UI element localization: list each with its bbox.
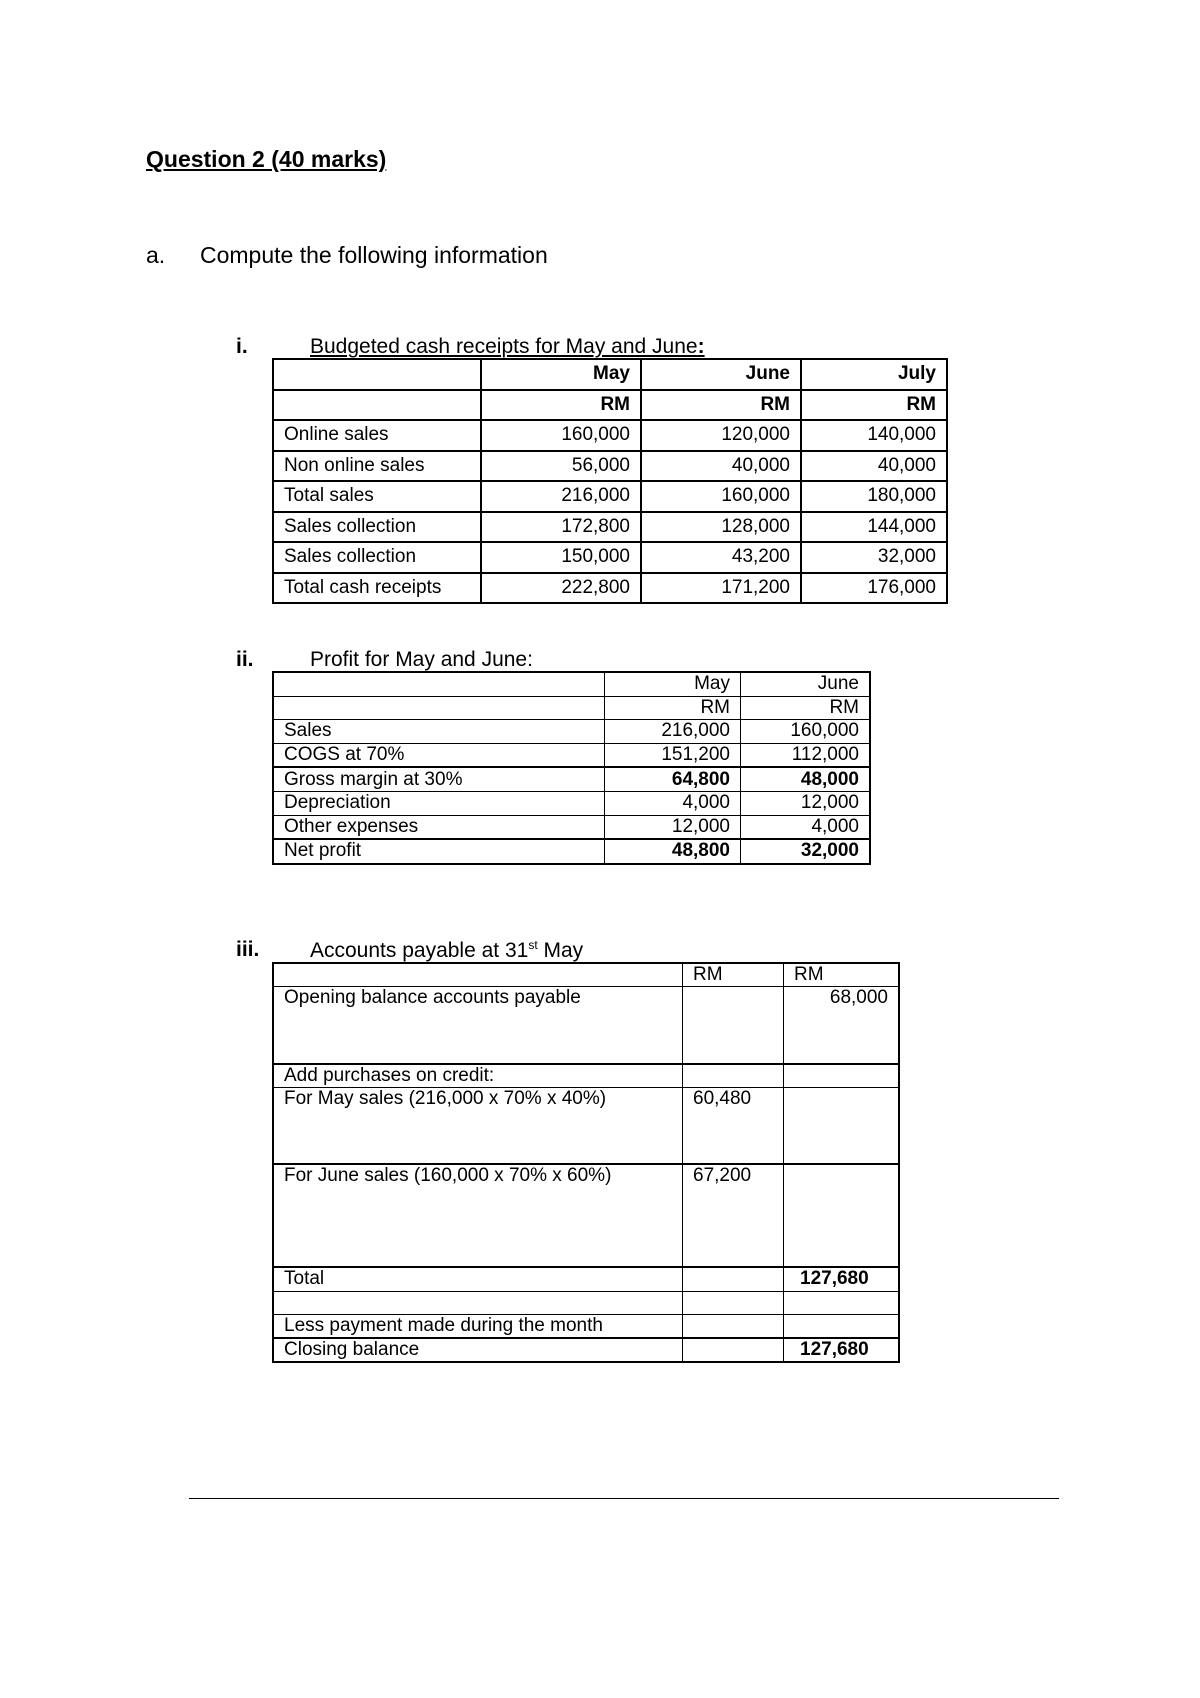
cell-value: 176,000 [801, 573, 947, 604]
cell-value [683, 1291, 784, 1314]
cell-value: 43,200 [641, 542, 801, 573]
table-row [273, 420, 947, 451]
cell-value: 112,000 [741, 743, 871, 767]
header-cell-unit: RM [801, 390, 947, 421]
header-cell-unit: RM [641, 390, 801, 421]
table-row [273, 1267, 899, 1291]
row-label: Total [273, 1267, 683, 1291]
cell-value: 64,800 [605, 767, 741, 791]
cell-value [683, 1314, 784, 1338]
cell-value: 160,000 [741, 720, 871, 744]
cell-value [784, 1064, 900, 1088]
row-label: Opening balance accounts payable [273, 987, 683, 1064]
header-cell-unit: RM [605, 696, 741, 720]
cell-value [784, 1291, 900, 1314]
cell-value: 151,200 [605, 743, 741, 767]
table-row [273, 815, 870, 839]
table-row [273, 791, 870, 815]
row-label: Closing balance [273, 1338, 683, 1362]
header-cell-june: June [741, 672, 871, 696]
cell-value: 216,000 [605, 720, 741, 744]
row-label: Net profit [273, 839, 605, 864]
cell-value [683, 1267, 784, 1291]
table-row [273, 743, 870, 767]
table-row [273, 1164, 899, 1267]
cell-value [683, 1064, 784, 1088]
footer-divider [189, 1498, 1059, 1499]
table-row [273, 767, 870, 791]
table-header-row [273, 696, 870, 720]
table-row [273, 987, 899, 1064]
profit-table [272, 671, 871, 865]
section-iii-heading: Accounts payable at 31st May [310, 938, 584, 962]
cell-value [784, 1314, 900, 1338]
row-label: Gross margin at 30% [273, 767, 605, 791]
cell-value: 56,000 [481, 451, 641, 482]
part-a-label: a. [146, 242, 166, 268]
table-row [273, 839, 870, 864]
table-header-row [273, 672, 870, 696]
cell-value [683, 987, 784, 1064]
row-label: Add purchases on credit: [273, 1064, 683, 1088]
header-cell-unit: RM [784, 963, 900, 987]
table-row [273, 1314, 899, 1338]
header-cell [273, 696, 605, 720]
cell-value [683, 1338, 784, 1362]
cell-value: 120,000 [641, 420, 801, 451]
header-cell [273, 672, 605, 696]
cell-value: 150,000 [481, 542, 641, 573]
cell-value: 32,000 [801, 542, 947, 573]
table-header-row [273, 359, 947, 390]
row-label [273, 1291, 683, 1314]
row-label: For May sales (216,000 x 70% x 40%) [273, 1087, 683, 1164]
row-label: Other expenses [273, 815, 605, 839]
row-label: Depreciation [273, 791, 605, 815]
row-label: Online sales [273, 420, 481, 451]
question-title: Question 2 (40 marks) [146, 146, 387, 172]
cell-value: 160,000 [481, 420, 641, 451]
table-row [273, 1291, 899, 1314]
table-row [273, 720, 870, 744]
row-label: Total sales [273, 481, 481, 512]
row-label: For June sales (160,000 x 70% x 60%) [273, 1164, 683, 1267]
header-cell-may: May [481, 359, 641, 390]
row-label: Sales [273, 720, 605, 744]
cell-value: 12,000 [741, 791, 871, 815]
header-cell-unit: RM [741, 696, 871, 720]
cell-value: 68,000 [784, 987, 900, 1064]
table-row [273, 512, 947, 543]
accounts-payable-table [272, 962, 900, 1363]
header-cell [273, 359, 481, 390]
cell-value: 180,000 [801, 481, 947, 512]
table-row [273, 1338, 899, 1362]
table-header-row [273, 963, 899, 987]
cell-value: 216,000 [481, 481, 641, 512]
cell-value: 60,480 [683, 1087, 784, 1164]
cell-value [784, 1164, 900, 1267]
cell-value: 48,800 [605, 839, 741, 864]
cash-receipts-table [272, 358, 948, 604]
header-cell-unit: RM [683, 963, 784, 987]
cell-value: 140,000 [801, 420, 947, 451]
header-cell-june: June [641, 359, 801, 390]
row-label: Sales collection [273, 542, 481, 573]
table-row [273, 1087, 899, 1164]
table-row [273, 481, 947, 512]
header-cell-unit: RM [481, 390, 641, 421]
cell-value: 40,000 [641, 451, 801, 482]
cell-value: 32,000 [741, 839, 871, 864]
table-row [273, 1064, 899, 1088]
row-label: COGS at 70% [273, 743, 605, 767]
cell-value: 4,000 [605, 791, 741, 815]
row-label: Non online sales [273, 451, 481, 482]
header-cell [273, 390, 481, 421]
cell-value: 144,000 [801, 512, 947, 543]
section-i-heading: Budgeted cash receipts for May and June: [310, 335, 705, 358]
cell-value: 127,680 [784, 1338, 900, 1362]
header-cell-july: July [801, 359, 947, 390]
part-a-text: Compute the following information [200, 242, 548, 268]
cell-value: 128,000 [641, 512, 801, 543]
table-header-row [273, 390, 947, 421]
section-ii-number: ii. [236, 648, 254, 671]
header-cell [273, 963, 683, 987]
cell-value: 171,200 [641, 573, 801, 604]
section-ii-heading: Profit for May and June: [310, 648, 533, 671]
row-label: Less payment made during the month [273, 1314, 683, 1338]
table-row [273, 542, 947, 573]
cell-value: 40,000 [801, 451, 947, 482]
row-label: Sales collection [273, 512, 481, 543]
cell-value: 4,000 [741, 815, 871, 839]
cell-value: 67,200 [683, 1164, 784, 1267]
section-i-number: i. [236, 335, 248, 358]
cell-value: 160,000 [641, 481, 801, 512]
section-iii-number: iii. [236, 938, 260, 961]
row-label: Total cash receipts [273, 573, 481, 604]
cell-value: 127,680 [784, 1267, 900, 1291]
cell-value: 12,000 [605, 815, 741, 839]
table-row [273, 573, 947, 604]
header-cell-may: May [605, 672, 741, 696]
table-row [273, 451, 947, 482]
cell-value: 48,000 [741, 767, 871, 791]
cell-value [784, 1087, 900, 1164]
cell-value: 172,800 [481, 512, 641, 543]
cell-value: 222,800 [481, 573, 641, 604]
